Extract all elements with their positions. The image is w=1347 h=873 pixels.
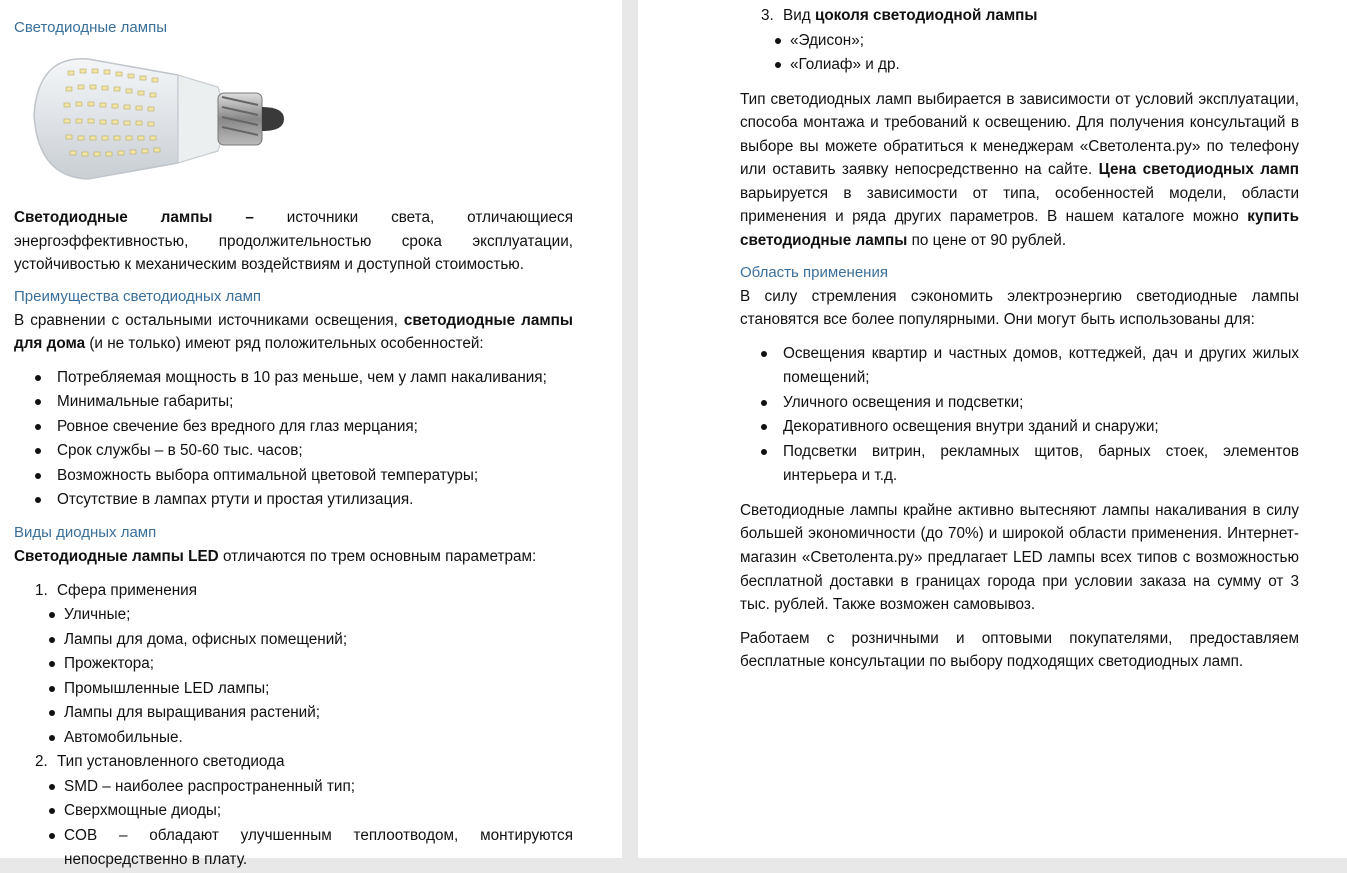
list-marker: 2. xyxy=(35,753,48,771)
list-item: Минимальные габариты; xyxy=(14,390,573,415)
types-list xyxy=(14,579,573,873)
list-item: Лампы для дома, офисных помещений; xyxy=(39,628,573,653)
list-item: «Эдисон»; xyxy=(765,29,1299,54)
advantages-heading: Преимущества светодиодных ламп xyxy=(14,287,262,305)
usage-list xyxy=(740,342,1299,489)
advantages-lead: В сравнении с остальными источниками освещения, светодиодные лампы для дома (и не только) имеют ряд положительных особенностей: xyxy=(14,311,573,353)
closing-paragraph: Работаем с розничными и оптовыми покупателями, предоставляем бесплатные консультации по выбору подходящих светодиодных ламп. xyxy=(740,629,1299,671)
page-title: Светодиодные лампы xyxy=(14,19,167,36)
right-column xyxy=(740,4,1299,674)
list-item: Освещения квартир и частных домов, коттеджей, дач и других жилых помещений; xyxy=(740,342,1299,391)
list-item: Уличные; xyxy=(39,603,573,628)
list-item: Автомобильные. xyxy=(39,726,573,751)
document-page-left xyxy=(0,0,622,869)
list-item: Уличного освещения и подсветки; xyxy=(740,391,1299,416)
led-bulb-image xyxy=(28,45,290,193)
list-item: Прожектора; xyxy=(39,652,573,677)
usage-lead: В силу стремления сэкономить электроэнергию светодиодные лампы становятся все более популярными. Они могут быть использованы для: xyxy=(740,287,1299,329)
list-item: Подсветки витрин, рекламных щитов, барных стоек, элементов интерьера и т.д. xyxy=(740,440,1299,489)
sub-list xyxy=(765,29,1299,78)
list-item: Сверхмощные диоды; xyxy=(39,799,573,824)
advantages-list xyxy=(14,366,573,513)
list-item: SMD – наиболее распространенный тип; xyxy=(39,775,573,800)
pricing-paragraph: Тип светодиодных ламп выбирается в зависимости от условий эксплуатации, способа монтажа и требований к освещению. Для получения консультаций в выборе вы можете обратиться к менеджерам «Светолента.ру» по телефону или оставить заявку непосредственно на сайте. Цена светодиодных ламп варьируется в зависимости от типа, особенностей модели, области применения и ряда других параметров. В нашем каталоге можно купить светодиодные лампы по цене от 90 рублей. xyxy=(740,90,1299,250)
document-page-right xyxy=(638,0,1347,858)
types-list-continued xyxy=(740,4,1299,78)
numbered-item: 3. Вид цоколя светодиодной лампы «Эдисон»; «Голиаф» и др. xyxy=(740,4,1299,78)
numbered-item-label: Тип установленного светодиода xyxy=(57,753,285,771)
list-item: Возможность выбора оптимальной цветовой температуры; xyxy=(14,464,573,489)
sub-list xyxy=(39,603,573,750)
types-lead: Светодиодные лампы LED отличаются по трем основным параметрам: xyxy=(14,547,537,565)
numbered-item xyxy=(14,750,573,873)
numbered-item-label: Сфера применения xyxy=(57,581,197,599)
list-item: Лампы для выращивания растений; xyxy=(39,701,573,726)
types-heading: Виды диодных ламп xyxy=(14,523,157,541)
list-item: Декоративного освещения внутри зданий и снаружи; xyxy=(740,415,1299,440)
numbered-item xyxy=(14,579,573,751)
list-item: COB – обладают улучшенным теплоотводом, монтируются непосредственно в плату. xyxy=(39,824,573,873)
list-item: Промышленные LED лампы; xyxy=(39,677,573,702)
summary-paragraph: Светодиодные лампы крайне активно вытесняют лампы накаливания в силу большей экономичности (до 70%) и широкой области применения. Интернет-магазин «Светолента.ру» предлагает LED лампы всех типов с возможностью бесплатной доставки в границах города при условии заказа на сумму от 3 тыс. рублей. Также возможен самовывоз. xyxy=(740,501,1299,614)
list-item: Срок службы – в 50-60 тыс. часов; xyxy=(14,439,573,464)
intro-paragraph: Светодиодные лампы – источники света, отличающиеся энергоэффективностью, продолжительностью срока эксплуатации, устойчивостью к механическим воздействиям и доступной стоимостью. xyxy=(14,209,573,274)
list-marker: 3. xyxy=(761,7,774,24)
left-column xyxy=(14,18,573,873)
list-item: «Голиаф» и др. xyxy=(765,53,1299,78)
list-item: Потребляемая мощность в 10 раз меньше, чем у ламп накаливания; xyxy=(14,366,573,391)
sub-list xyxy=(39,775,573,873)
usage-heading: Область применения xyxy=(740,263,888,281)
list-item: Ровное свечение без вредного для глаз мерцания; xyxy=(14,415,573,440)
list-marker: 1. xyxy=(35,581,48,599)
list-item: Отсутствие в лампах ртути и простая утилизация. xyxy=(14,488,573,513)
